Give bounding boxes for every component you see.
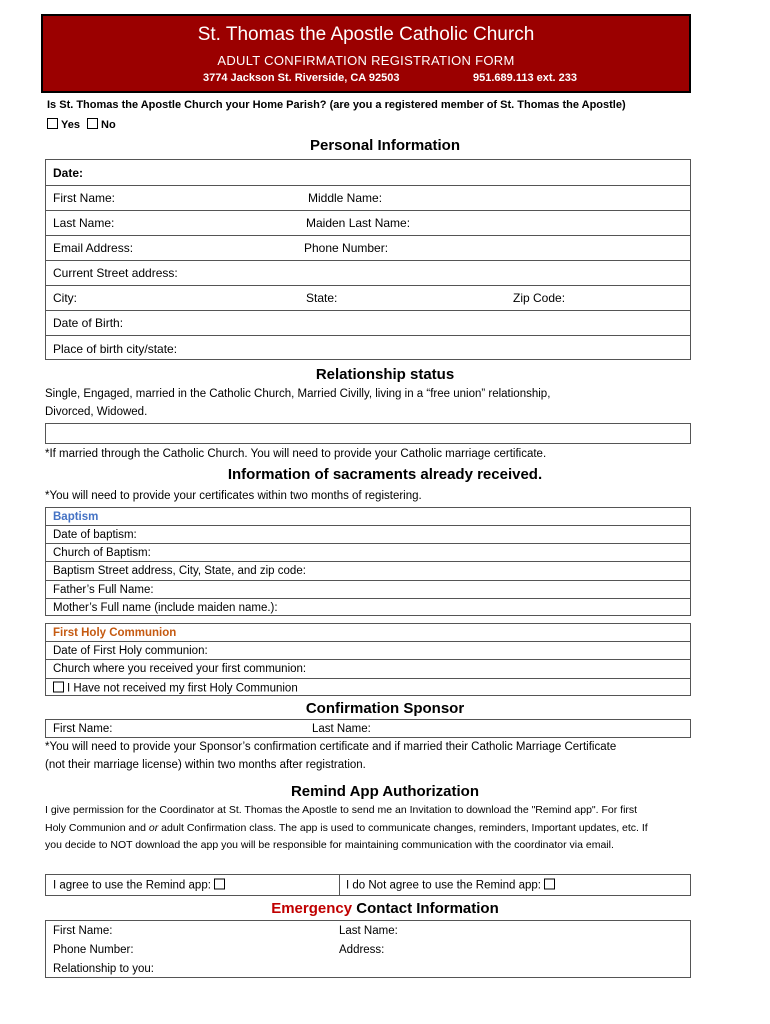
relationship-heading: Relationship status xyxy=(315,366,455,383)
remind-text-1: I give permission for the Coordinator at St. Thomas the Apostle to send me an Invitation to download the "Remind app". For first xyxy=(45,804,638,816)
sponsor-first-name-label: First Name: xyxy=(53,722,113,735)
communion-church-label: Church where you received your first communion: xyxy=(53,663,307,675)
sponsor-table[interactable] xyxy=(45,719,691,738)
emergency-phone-label: Phone Number: xyxy=(53,943,134,956)
baptism-title: Baptism xyxy=(53,510,99,523)
baptism-title-row xyxy=(46,508,690,526)
emergency-relationship-label: Relationship to you: xyxy=(53,962,155,975)
remind-heading: Remind App Authorization xyxy=(290,783,480,800)
maiden-name-label: Maiden Last Name: xyxy=(306,216,411,230)
sponsor-note-2: (not their marriage license) within two months after registration. xyxy=(45,759,366,771)
yes-checkbox[interactable] xyxy=(47,118,58,129)
church-phone: 951.689.113 ext. 233 xyxy=(473,72,577,84)
communion-not-received xyxy=(53,682,298,695)
phone-label: Phone Number: xyxy=(304,241,389,255)
emergency-phone-row[interactable] xyxy=(46,940,690,959)
city-row[interactable] xyxy=(46,286,690,311)
not-received-label: I Have not received my first Holy Communion xyxy=(67,682,298,695)
church-name: St. Thomas the Apostle Catholic Church xyxy=(197,24,535,45)
communion-not-received-row xyxy=(46,679,690,697)
baptism-church-row[interactable] xyxy=(46,544,690,562)
relationship-input[interactable] xyxy=(45,423,691,444)
last-name-label: Last Name: xyxy=(53,216,115,230)
no-checkbox[interactable] xyxy=(87,118,98,129)
emergency-table xyxy=(45,920,691,978)
emergency-first-name-label: First Name: xyxy=(53,924,113,937)
relationship-options-1: Single, Engaged, married in the Catholic Church, Married Civilly, living in a “free union” relationship, xyxy=(45,388,551,400)
remind-text-2b: or xyxy=(148,822,159,834)
middle-name-label: Middle Name: xyxy=(308,191,383,205)
emergency-heading-rest: Contact Information xyxy=(352,900,499,917)
emergency-relationship-row[interactable] xyxy=(46,959,690,978)
father-name-row[interactable] xyxy=(46,581,690,599)
birthplace-label: Place of birth city/state: xyxy=(53,341,178,356)
remind-text-2a: Holy Communion and xyxy=(45,822,149,834)
remind-agree-label: I agree to use the Remind app: xyxy=(53,879,211,892)
emergency-name-row[interactable] xyxy=(46,921,690,940)
contact-row[interactable] xyxy=(46,236,690,261)
communion-title-row xyxy=(46,624,690,642)
personal-info-table xyxy=(45,159,691,360)
remind-text-2 xyxy=(45,822,648,834)
city-label: City: xyxy=(53,291,77,305)
remind-choice-table xyxy=(45,874,691,896)
not-received-checkbox[interactable] xyxy=(53,682,64,693)
baptism-address-row[interactable] xyxy=(46,562,690,581)
name-row[interactable] xyxy=(46,186,690,211)
form-title: ADULT CONFIRMATION REGISTRATION FORM xyxy=(217,53,515,68)
sacraments-note: *You will need to provide your certificates within two months of registering. xyxy=(45,490,422,502)
no-label: No xyxy=(101,119,116,131)
agree-checkbox[interactable] xyxy=(214,879,225,890)
date-label: Date: xyxy=(53,165,84,180)
baptism-address-label: Baptism Street address, City, State, and zip code: xyxy=(53,565,306,577)
zip-label: Zip Code: xyxy=(513,291,566,305)
yes-label: Yes xyxy=(61,119,80,131)
state-label: State: xyxy=(306,291,338,305)
communion-church-row[interactable] xyxy=(46,660,690,679)
remind-agree xyxy=(53,879,228,892)
baptism-church-label: Church of Baptism: xyxy=(53,546,151,559)
home-parish-question: Is St. Thomas the Apostle Church your Home Parish? (are you a registered member of St. Thomas the Apostle) xyxy=(47,99,626,111)
remind-text-2c: adult Confirmation class. The app is used to communicate changes, reminders, Important updates, etc. If xyxy=(158,822,648,834)
form-header xyxy=(41,14,691,93)
sponsor-last-name-label: Last Name: xyxy=(312,722,371,735)
email-label: Email Address: xyxy=(53,241,134,255)
disagree-checkbox[interactable] xyxy=(544,879,555,890)
baptism-date-label: Date of baptism: xyxy=(53,528,137,541)
sponsor-heading: Confirmation Sponsor xyxy=(305,700,465,717)
emergency-last-name-label: Last Name: xyxy=(339,924,398,937)
remind-disagree-cell[interactable] xyxy=(340,875,690,895)
personal-info-heading: Personal Information xyxy=(309,137,461,154)
father-name-label: Father’s Full Name: xyxy=(53,583,154,596)
remind-disagree xyxy=(346,879,558,892)
communion-date-row[interactable] xyxy=(46,642,690,660)
communion-table xyxy=(45,623,691,696)
relationship-note: *If married through the Catholic Church. You will need to provide your Catholic marriage certificate. xyxy=(45,448,547,460)
communion-date-label: Date of First Holy communion: xyxy=(53,644,208,657)
birthplace-row[interactable] xyxy=(46,336,690,361)
remind-disagree-label: I do Not agree to use the Remind app: xyxy=(346,879,541,892)
emergency-address-label: Address: xyxy=(339,943,385,956)
dob-row[interactable] xyxy=(46,311,690,336)
last-name-row[interactable] xyxy=(46,211,690,236)
remind-agree-cell[interactable] xyxy=(46,875,340,895)
date-row[interactable] xyxy=(46,160,690,186)
home-parish-options xyxy=(47,118,116,131)
first-name-label: First Name: xyxy=(53,191,116,205)
sponsor-note-1: *You will need to provide your Sponsor’s confirmation certificate and if married their Catholic Marriage Certificate xyxy=(45,741,617,753)
baptism-table xyxy=(45,507,691,616)
emergency-heading xyxy=(0,900,770,917)
sacraments-heading: Information of sacraments already received. xyxy=(227,466,543,483)
mother-name-row[interactable] xyxy=(46,599,690,617)
dob-label: Date of Birth: xyxy=(53,316,124,330)
remind-text-3: you decide to NOT download the app you will be responsible for maintaining communication with the coordinator via email. xyxy=(45,839,614,851)
street-row[interactable] xyxy=(46,261,690,286)
mother-name-label: Mother’s Full name (include maiden name.): xyxy=(53,602,278,614)
relationship-options-2: Divorced, Widowed. xyxy=(45,406,148,418)
street-label: Current Street address: xyxy=(53,266,178,280)
church-address: 3774 Jackson St. Riverside, CA 92503 xyxy=(203,72,400,84)
emergency-heading-red: Emergency xyxy=(271,900,353,917)
communion-title: First Holy Communion xyxy=(53,626,177,639)
baptism-date-row[interactable] xyxy=(46,526,690,544)
